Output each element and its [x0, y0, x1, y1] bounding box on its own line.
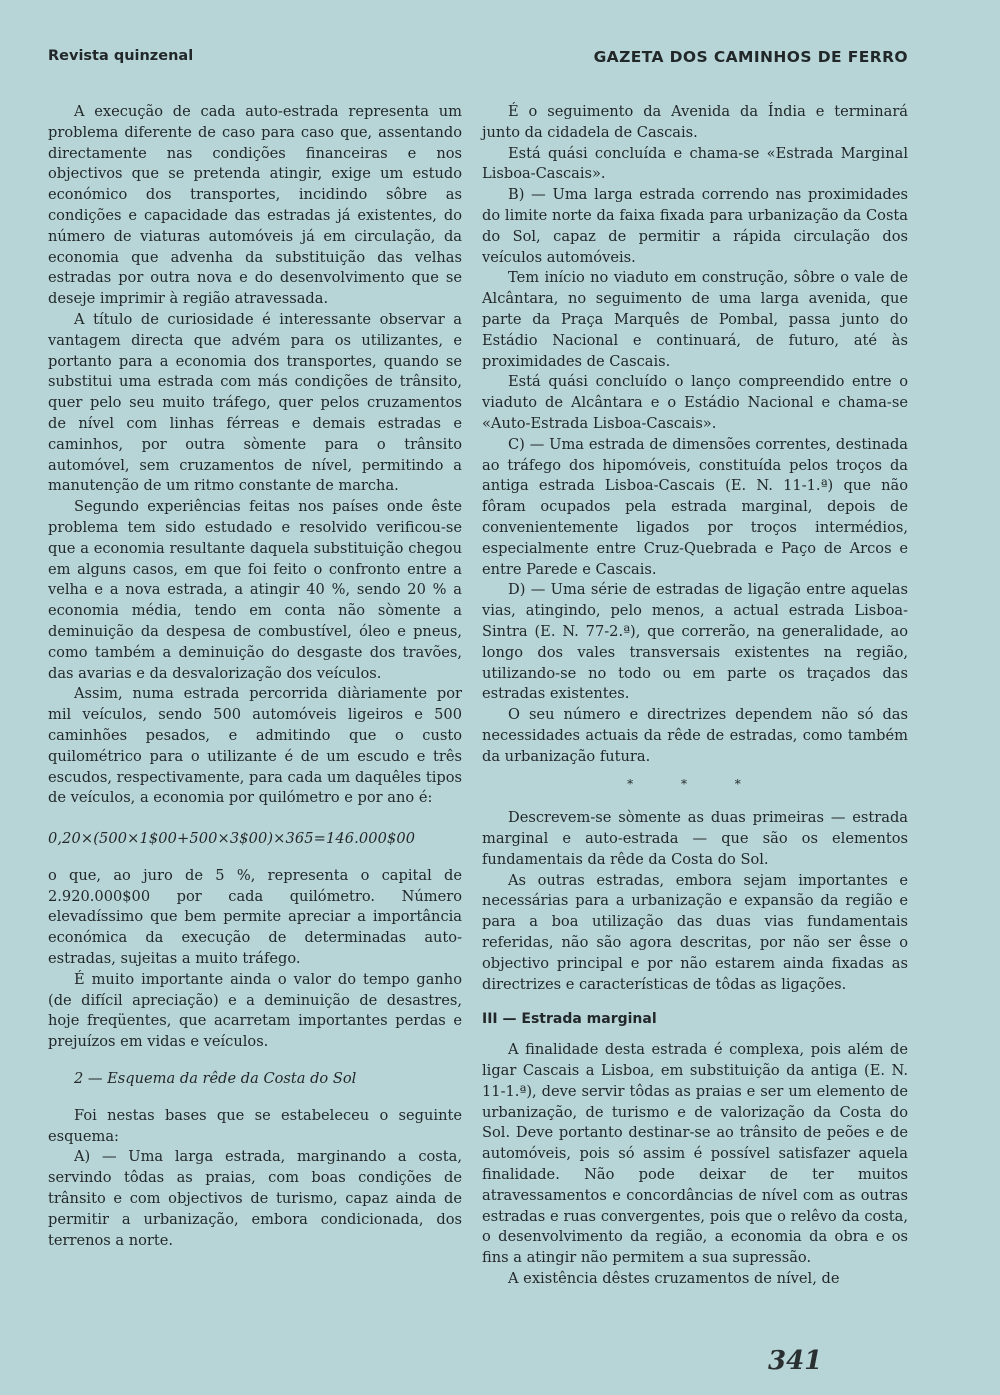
paragraph: C) — Uma estrada de dimensões correntes, destinada ao tráfego dos hipomóveis, constituída pelos troços da antiga estrada Lisboa-Cascais (E. N. 11-1.ª) que não fôram ocupados pela estrada marginal, depois de convenientemente ligados por troços intermédios, especialmente entre Cruz-Quebrada e Paço de Arcos e entre Parede e Cascais. — [482, 435, 908, 578]
paragraph: Está quási concluída e chama-se «Estrada Marginal Lisboa-Cascais». — [482, 144, 908, 183]
header-journal-frequency: Revista quinzenal — [48, 48, 194, 64]
paragraph: É o seguimento da Avenida da Índia e terminará junto da cidadela de Cascais. — [482, 103, 908, 141]
page-number: 341 — [768, 1346, 823, 1376]
paragraph: A) — Uma larga estrada, marginando a costa, servindo tôdas as praias, com boas condições de trânsito e com objectivos de turismo, capaz ainda de permitir a urbanização, embora condicionada, dos terrenos a norte. — [48, 1148, 462, 1249]
paragraph: Está quási concluído o lanço compreendido entre o viaduto de Alcântara e o Estádio Nacional e chama-se «Auto-Estrada Lisboa-Cascais». — [482, 373, 908, 432]
subsection-heading: 2 — Esquema da rêde da Costa do Sol — [74, 1070, 357, 1088]
section-divider: * * * — [627, 776, 763, 791]
paragraph: Segundo experiências feitas nos países onde êste problema tem sido estudado e resolvido verificou-se que a economia resultante daquela substituição chegou em alguns casos, em que foi feito o confronto entre a velha e a nova estrada, a atingir 40 %, sendo 20 % a economia média, tendo em conta não sòmente a deminuição da despesa de combustível, óleo e pneus, como também a deminuição do desgaste dos travões, das avarias e da desvalorização dos veículos. — [48, 498, 462, 682]
paragraph: Descrevem-se sòmente as duas primeiras — estrada marginal e auto-estrada — que são os elementos fundamentais da rêde da Costa do Sol. — [482, 809, 908, 868]
paragraph: A título de curiosidade é interessante observar a vantagem directa que advém para os utilizantes, e portanto para a economia dos transportes, quando se substitui uma estrada com más condições de trânsito, quer pelo seu muito tráfego, quer pelos cruzamentos de nível com linhas férreas e demais estradas e caminhos, por outra sòmente para o trânsito automóvel, sem cruzamentos de nível, permitindo a manutenção de um ritmo constante de marcha. — [48, 310, 462, 495]
paragraph: D) — Uma série de estradas de ligação entre aquelas vias, atingindo, pelo menos, a actual estrada Lisboa-Sintra (E. N. 77-2.ª), que correrão, na generalidade, ao longo dos vales transversais existentes na região, utilizando-se no todo ou em parte os traçados das estradas existentes. — [482, 581, 908, 703]
paragraph: Assim, numa estrada percorrida diàriamente por mil veículos, sendo 500 automóveis ligeiros e 500 caminhões pesados, e admitindo que o custo quilométrico para o utilizante é de um escudo e três escudos, respectivamente, para cada um daquêles tipos de veículos, a economia por quilómetro e por ano é: — [48, 685, 462, 807]
paragraph: o que, ao juro de 5 %, representa o capital de 2.920.000$00 por cada quilómetro. Número elevadíssimo que bem permite apreciar a importância económica da execução de determinadas auto-estradas, sujeitas a muito tráfego. — [48, 866, 462, 968]
paragraph: A existência dêstes cruzamentos de nível, de — [508, 1270, 840, 1288]
paragraph: Foi nestas bases que se estabeleceu o seguinte esquema: — [48, 1106, 462, 1145]
right-column — [482, 102, 908, 1290]
left-column — [48, 102, 462, 1251]
paragraph: A finalidade desta estrada é complexa, pois além de ligar Cascais a Lisboa, em substituição da antiga (E. N. 11-1.ª), deve servir tôdas as praias e ser um elemento de urbanização, de turismo e de valorização da Costa do Sol. Deve portanto destinar-se ao trânsito de peões e de automóveis, pois só assim é possível satisfazer aquela finalidade. Não pode deixar de ter muitos atravessamentos e concordâncias de nível com as outras estradas e ruas convergentes, pois que o relêvo da costa, o desenvolvimento da região, a economia da obra e os fins a atingir não permitem a sua supressão. — [482, 1041, 908, 1267]
header-journal-title: GAZETA DOS CAMINHOS DE FERRO — [593, 48, 908, 66]
paragraph: A execução de cada auto-estrada representa um problema diferente de caso para caso que, assentando directamente nas condições financeiras e nos objectivos que se pretenda atingir, exige um estudo económico dos transportes, incidindo sôbre as condições e capacidade das estradas já existentes, do número de viaturas automóveis já em circulação, da economia que advenha da substituição das velhas estradas por outra nova e do desenvolvimento que se deseje imprimir à região atravessada. — [48, 103, 462, 308]
paragraph: As outras estradas, embora sejam importantes e necessárias para a urbanização e expansão da região e para a boa utilização das duas vias fundamentais referidas, não são agora descritas, por não ser êsse o objectivo principal e por não estarem ainda fixadas as directrizes e características de tôdas as ligações. — [482, 871, 908, 993]
paragraph: É muito importante ainda o valor do tempo ganho (de difícil apreciação) e a deminuição de desastres, hoje freqüentes, que acarretam importantes perdas e prejuízos em vidas e veículos. — [48, 970, 462, 1051]
paragraph: Tem início no viaduto em construção, sôbre o vale de Alcântara, no seguimento de uma larga avenida, que parte da Praça Marquês de Pombal, passa junto do Estádio Nacional e continuará, de futuro, até às proximidades de Cascais. — [482, 269, 908, 370]
section-heading: III — Estrada marginal — [482, 1011, 657, 1028]
formula: 0,20×(500×1$00+500×3$00)×365=146.000$00 — [48, 830, 416, 848]
running-header — [46, 48, 908, 72]
paragraph: B) — Uma larga estrada correndo nas proximidades do limite norte da faixa fixada para urbanização da Costa do Sol, capaz de permitir a rápida circulação dos veículos automóveis. — [482, 186, 908, 266]
paragraph: O seu número e directrizes dependem não só das necessidades actuais da rêde de estradas, como também da urbanização futura. — [482, 706, 908, 765]
